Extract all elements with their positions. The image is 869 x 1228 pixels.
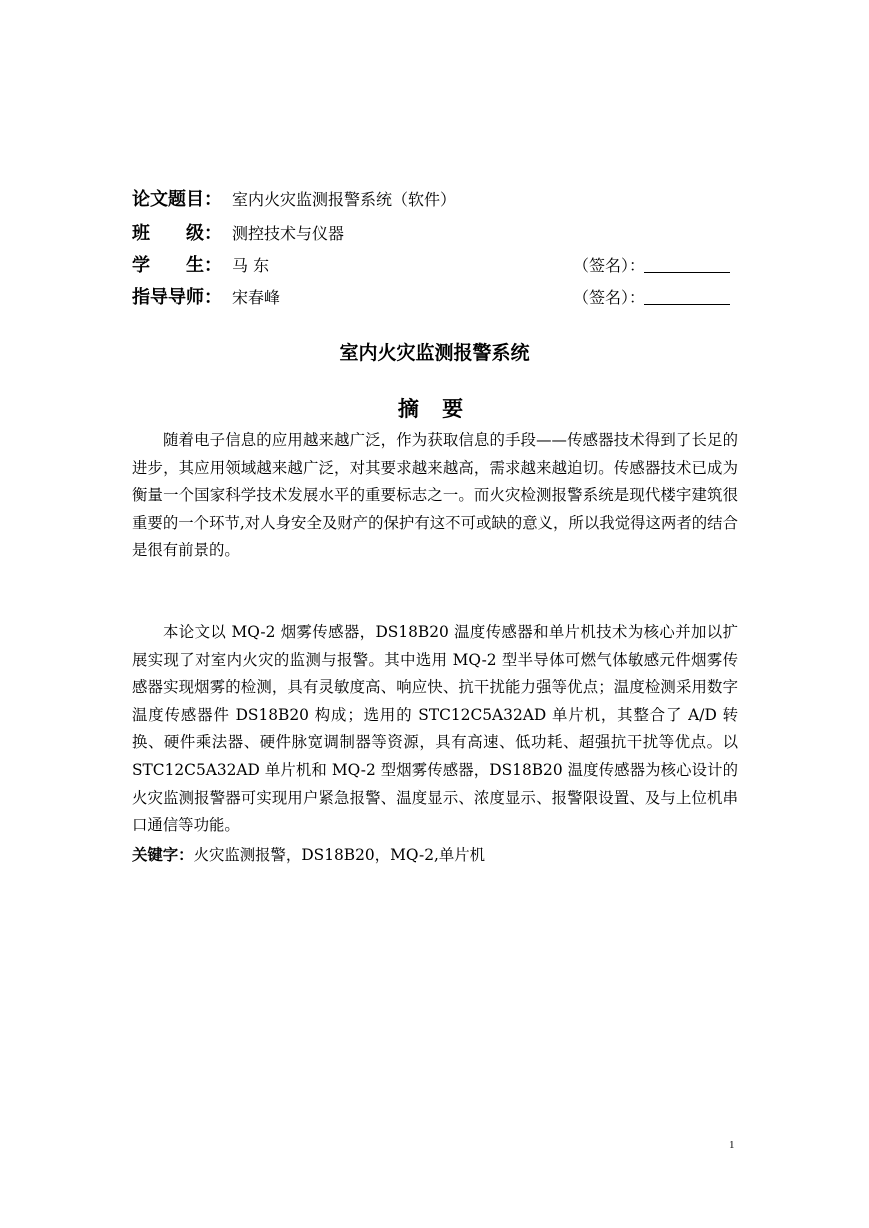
class-label: 班 级： xyxy=(132,223,222,244)
class-value: 测控技术与仪器 xyxy=(232,224,345,243)
student-signature-label: （签名）： xyxy=(573,256,646,275)
page-number: 1 xyxy=(729,1139,735,1151)
class-row xyxy=(132,221,742,247)
abstract-heading: 摘 要 xyxy=(397,397,472,421)
advisor-row xyxy=(132,285,742,311)
abstract-paragraph-1: 随着电子信息的应用越来越广泛，作为获取信息的手段——传感器技术得到了长足的进步，其应用领域越来越广泛，对其要求越来越高，需求越来越迫切。传感器技术已成为衡量一个国家科学技术发展水平的重要标志之一。而火灾检测报警系统是现代楼宇建筑很重要的一个环节,对人身安全及财产的保护有这不可或缺的意义，所以我觉得这两者的结合是很有前景的。 xyxy=(132,431,738,560)
student-row xyxy=(132,253,742,279)
thesis-title: 室内火灾监测报警系统 xyxy=(339,342,530,364)
advisor-signature-line xyxy=(644,304,730,305)
advisor-value: 宋春峰 xyxy=(232,288,281,307)
keywords-value: 火灾监测报警，DS18B20，MQ-2,单片机 xyxy=(193,846,486,864)
topic-label: 论文题目： xyxy=(132,189,222,210)
keywords-label: 关键字： xyxy=(132,846,194,864)
student-signature-line xyxy=(644,272,730,273)
student-value: 马 东 xyxy=(232,256,270,275)
topic-row xyxy=(132,187,742,213)
advisor-label: 指导导师： xyxy=(132,287,222,308)
keywords-row xyxy=(132,842,738,868)
advisor-signature-label: （签名）： xyxy=(573,288,646,307)
abstract-paragraph-2: 本论文以 MQ-2 烟雾传感器，DS18B20 温度传感器和单片机技术为核心并加以扩展实现了对室内火灾的监测与报警。其中选用 MQ-2 型半导体可燃气体敏感元件烟雾传感器实现烟雾的检测，具有灵敏度高、响应快、抗干扰能力强等优点；温度检测采用数字温度传感器件 DS18B20 构成；选用的 STC12C5A32AD 单片机，其整合了 A/D 转换、硬件乘法器、硬件脉宽调制器等资源，具有高速、低功耗、超强抗干扰等优点。以 STC12C5A32AD 单片机和 MQ-2 型烟雾传感器，DS18B20 温度传感器为核心设计的火灾监测报警器可实现用户紧急报警、温度显示、浓度显示、报警限设置、及与上位机串口通信等功能。 xyxy=(132,623,738,835)
topic-value: 室内火灾监测报警系统（软件） xyxy=(232,190,457,209)
student-label: 学 生： xyxy=(132,255,222,276)
